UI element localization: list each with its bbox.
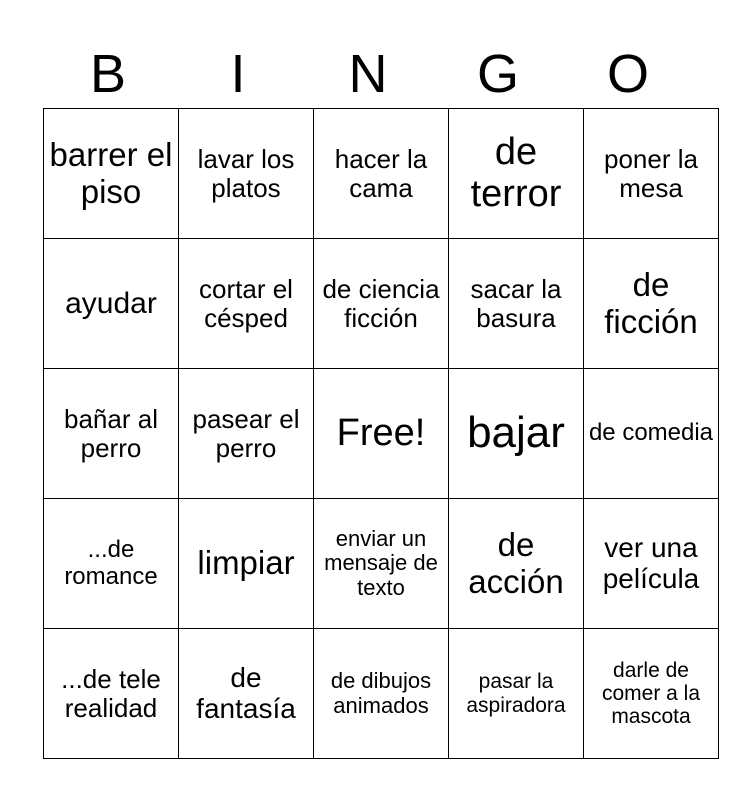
bingo-cell: ...de romance: [44, 499, 179, 629]
bingo-cell: limpiar: [179, 499, 314, 629]
bingo-cell: hacer la cama: [314, 109, 449, 239]
header-letter-o: O: [606, 44, 649, 104]
bingo-row: [44, 629, 719, 759]
header-letter-i: I: [230, 44, 246, 104]
bingo-cell: poner la mesa: [584, 109, 719, 239]
bingo-cell: de ficción: [584, 239, 719, 369]
bingo-cell: de comedia: [584, 369, 719, 499]
bingo-row: [44, 369, 719, 499]
bingo-header: [43, 40, 693, 108]
bingo-row: [44, 109, 719, 239]
bingo-cell: enviar un mensaje de texto: [314, 499, 449, 629]
bingo-cell: de dibujos animados: [314, 629, 449, 759]
bingo-cell: pasar la aspiradora: [449, 629, 584, 759]
bingo-cell: lavar los platos: [179, 109, 314, 239]
bingo-cell: bañar al perro: [44, 369, 179, 499]
bingo-cell: de terror: [449, 109, 584, 239]
header-letter-g: G: [476, 44, 519, 104]
bingo-cell: cortar el césped: [179, 239, 314, 369]
header-letter-b: B: [89, 44, 127, 104]
bingo-cell: ...de tele realidad: [44, 629, 179, 759]
bingo-cell: ver una película: [584, 499, 719, 629]
bingo-card-grid: [43, 108, 719, 759]
bingo-row: [44, 239, 719, 369]
bingo-cell: ayudar: [44, 239, 179, 369]
free-space-cell: Free!: [314, 369, 449, 499]
bingo-cell: sacar la basura: [449, 239, 584, 369]
bingo-cell: de acción: [449, 499, 584, 629]
header-letter-n: N: [348, 44, 388, 104]
bingo-cell: barrer el piso: [44, 109, 179, 239]
bingo-cell: bajar: [449, 369, 584, 499]
bingo-cell: pasear el perro: [179, 369, 314, 499]
bingo-cell: de fantasía: [179, 629, 314, 759]
bingo-cell: de ciencia ficción: [314, 239, 449, 369]
bingo-cell: darle de comer a la mascota: [584, 629, 719, 759]
bingo-row: [44, 499, 719, 629]
